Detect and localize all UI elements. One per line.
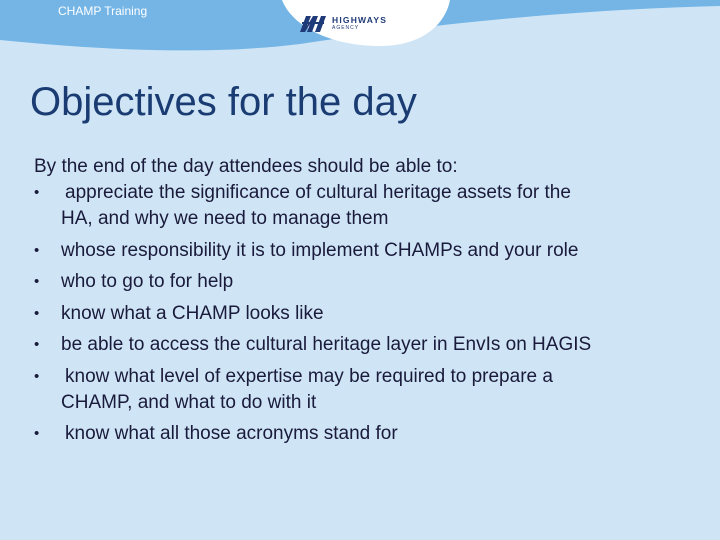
logo-text-agency: AGENCY bbox=[332, 25, 360, 31]
bullet-line: whose responsibility it is to implement CHAMPs and your role bbox=[61, 239, 579, 261]
bullet-icon: • bbox=[34, 273, 40, 290]
bullet-icon: • bbox=[34, 336, 40, 353]
bullet-line: who to go to for help bbox=[61, 271, 234, 292]
bullet-line: be able to access the cultural heritage layer in EnvIs on HAGIS bbox=[61, 334, 592, 355]
objectives-list bbox=[34, 180, 714, 447]
bullet-line-continued: CHAMP, and what to do with it bbox=[61, 391, 317, 413]
bullet-line: know what all those acronyms stand for bbox=[65, 423, 398, 444]
list-item bbox=[34, 364, 714, 416]
slide-title: Objectives for the day bbox=[30, 80, 417, 124]
highways-agency-logo bbox=[298, 12, 398, 36]
header-band bbox=[0, 0, 720, 60]
intro-text: By the end of the day attendees should be able to: bbox=[34, 156, 458, 177]
bullet-icon: • bbox=[34, 425, 40, 442]
list-item bbox=[34, 332, 714, 358]
bullet-icon: • bbox=[34, 184, 40, 201]
bullet-icon: • bbox=[34, 367, 40, 385]
bullet-line: know what a CHAMP looks like bbox=[61, 302, 324, 324]
list-item bbox=[34, 180, 714, 232]
header-title: CHAMP Training bbox=[58, 4, 148, 18]
slide-body bbox=[34, 154, 714, 447]
list-item bbox=[34, 421, 714, 447]
bullet-icon: • bbox=[34, 241, 40, 259]
highways-agency-logo-icon bbox=[298, 12, 328, 34]
bullet-icon: • bbox=[34, 304, 40, 322]
list-item bbox=[34, 301, 714, 327]
list-item bbox=[34, 238, 714, 264]
bullet-line-continued: HA, and why we need to manage them bbox=[61, 208, 389, 229]
logo-text-highways: HIGHWAYS bbox=[332, 15, 388, 25]
bullet-line: know what level of expertise may be required to prepare a bbox=[65, 365, 553, 387]
bullet-line: appreciate the significance of cultural heritage assets for the bbox=[65, 182, 571, 203]
list-item bbox=[34, 269, 714, 295]
